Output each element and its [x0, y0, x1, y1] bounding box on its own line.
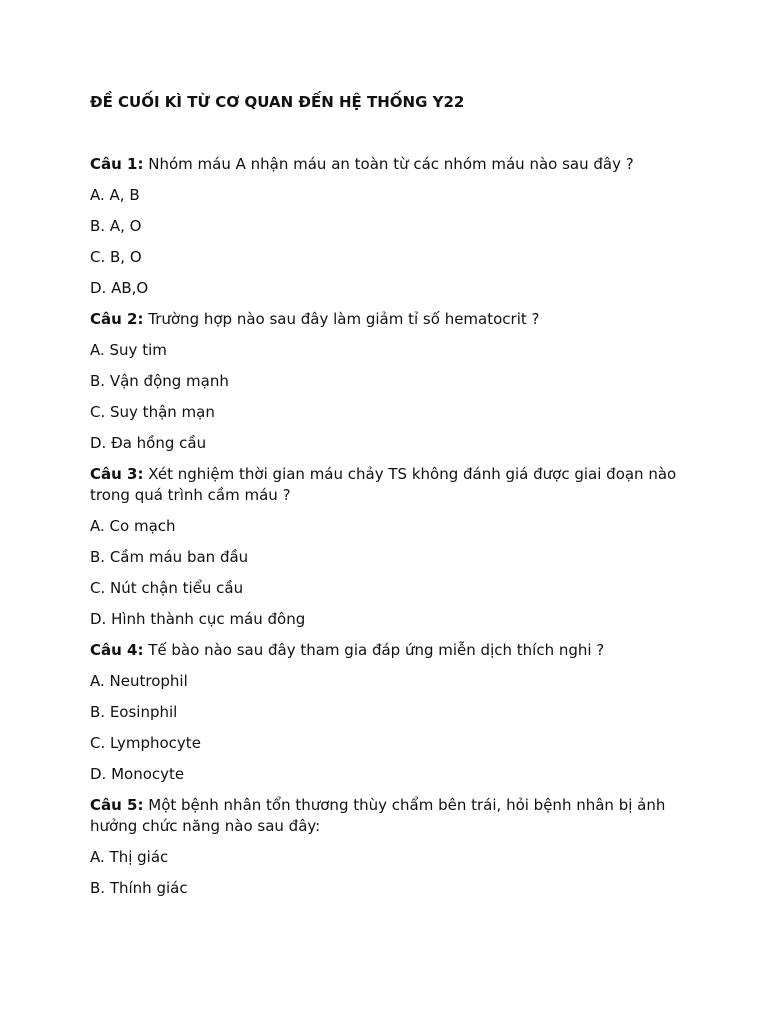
question-4-text: Tế bào nào sau đây tham gia đáp ứng miễn dịch thích nghi ?: [148, 641, 605, 659]
question-5-stem: [90, 795, 690, 837]
question-4-option-a: A. Neutrophil: [90, 672, 188, 690]
question-1-option-b: B. A, O: [90, 217, 142, 235]
question-2-option-b: B. Vận động mạnh: [90, 372, 229, 390]
question-5: [90, 795, 690, 899]
question-3-option-b: B. Cầm máu ban đầu: [90, 548, 249, 566]
question-1-stem: [90, 154, 690, 175]
question-3-text: Xét nghiệm thời gian máu chảy TS không đánh giá được giai đoạn nào trong quá trình cầm máu ?: [90, 465, 677, 504]
question-5-option-b: B. Thính giác: [90, 879, 188, 897]
question-2-text: Trường hợp nào sau đây làm giảm tỉ số hematocrit ?: [148, 310, 540, 328]
question-1-option-d: D. AB,O: [90, 279, 149, 297]
question-4-stem: [90, 640, 690, 661]
question-3-option-c: C. Nút chận tiểu cầu: [90, 579, 244, 597]
question-1-option-c: C. B, O: [90, 248, 142, 266]
question-4-option-b: B. Eosinphil: [90, 703, 178, 721]
question-1-option-a: A. A, B: [90, 186, 140, 204]
question-3-option-d: D. Hình thành cục máu đông: [90, 610, 306, 628]
question-2-stem: [90, 309, 690, 330]
question-2: [90, 309, 690, 454]
question-3-option-a: A. Co mạch: [90, 517, 176, 535]
question-3-label: Câu 3:: [90, 465, 144, 483]
question-2-label: Câu 2:: [90, 310, 144, 328]
question-list: [90, 154, 690, 909]
question-2-option-d: D. Đa hồng cầu: [90, 434, 207, 452]
question-5-text: Một bệnh nhân tổn thương thùy chẩm bên trái, hỏi bệnh nhân bị ảnh hưởng chức năng nào sau đây:: [90, 796, 666, 835]
question-4-option-c: C. Lymphocyte: [90, 734, 201, 752]
question-4-label: Câu 4:: [90, 641, 144, 659]
question-3-stem: [90, 464, 690, 506]
question-4: [90, 640, 690, 785]
question-1-label: Câu 1:: [90, 155, 144, 173]
question-2-option-c: C. Suy thận mạn: [90, 403, 215, 421]
question-5-option-a: A. Thị giác: [90, 848, 169, 866]
question-1-text: Nhóm máu A nhận máu an toàn từ các nhóm máu nào sau đây ?: [148, 155, 634, 173]
question-3: [90, 464, 690, 630]
question-1: [90, 154, 690, 299]
question-2-option-a: A. Suy tim: [90, 341, 167, 359]
question-4-option-d: D. Monocyte: [90, 765, 185, 783]
question-5-label: Câu 5:: [90, 796, 144, 814]
document-title: ĐỀ CUỐI KÌ TỪ CƠ QUAN ĐẾN HỆ THỐNG Y22: [90, 93, 465, 111]
